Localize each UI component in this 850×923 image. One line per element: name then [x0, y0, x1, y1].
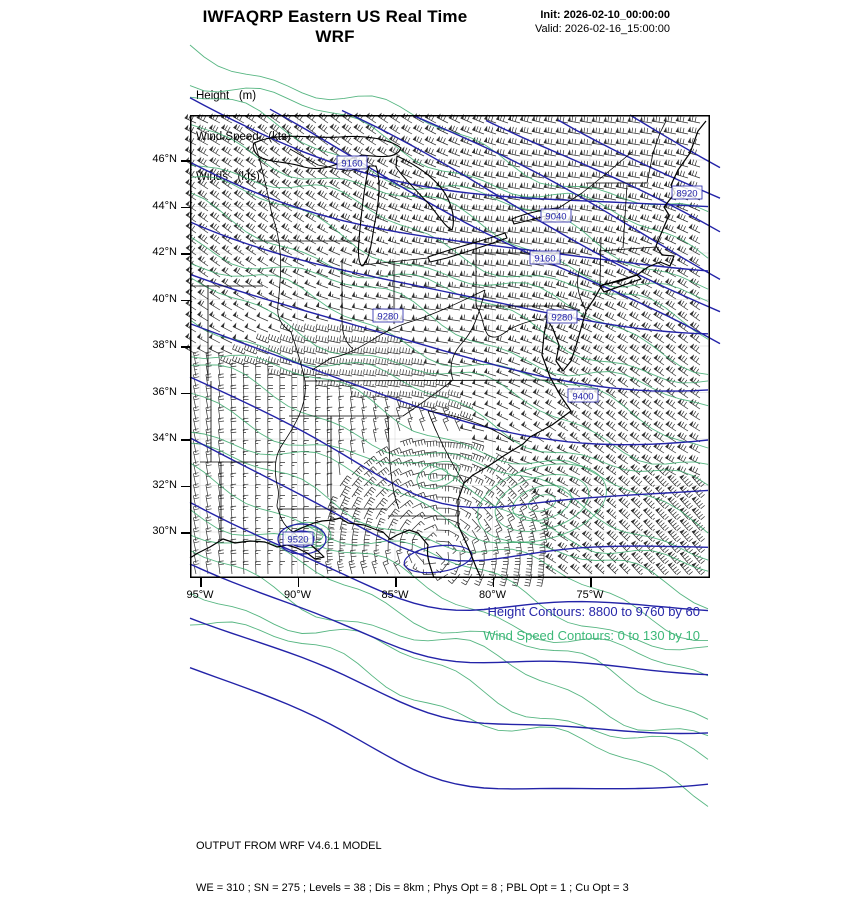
height-contour-label — [672, 186, 702, 200]
lat-tick-label: 38°N — [152, 339, 177, 351]
init-time: Init: 2026-02-10_00:00:00 — [540, 9, 670, 21]
footer-model: OUTPUT FROM WRF V4.6.1 MODEL — [196, 840, 382, 852]
lon-tick-label: 90°W — [283, 589, 312, 601]
lat-tick-mark — [181, 393, 190, 395]
lat-tick-mark — [181, 532, 190, 534]
wind-contour-note: Wind Speed Contours: 0 to 130 by 10 — [483, 628, 700, 643]
map-canvas — [190, 115, 710, 578]
svg-text:9160: 9160 — [341, 158, 363, 170]
lon-tick-label: 95°W — [186, 589, 214, 601]
height-contour-label — [373, 309, 403, 323]
lat-tick-mark — [181, 253, 190, 255]
height-contour-label — [337, 156, 367, 170]
run-times — [430, 8, 670, 36]
footer-config: WE = 310 ; SN = 275 ; Levels = 38 ; Dis = 8km ; Phys Opt = 8 ; PBL Opt = 1 ; Cu Opt = 3 — [196, 882, 629, 894]
svg-text:9520: 9520 — [287, 534, 309, 546]
lat-tick-mark — [181, 439, 190, 441]
lat-tick-mark — [181, 346, 190, 348]
legend-winds: Winds (kts) — [196, 171, 260, 183]
svg-text:9040: 9040 — [545, 211, 567, 223]
geography-layer — [190, 121, 706, 578]
lon-tick-label: 85°W — [381, 589, 409, 601]
coastline — [190, 121, 706, 578]
height-contour-label — [530, 251, 560, 265]
model-footer — [196, 811, 629, 923]
page-title: IWFAQRP Eastern US Real Time WRF — [202, 7, 468, 46]
lat-tick-label: 42°N — [152, 246, 177, 258]
valid-time: Valid: 2026-02-16_15:00:00 — [535, 23, 670, 35]
lat-tick-mark — [181, 486, 190, 488]
lat-tick-mark — [181, 207, 190, 209]
map-frame — [190, 115, 710, 578]
height-contour-label — [547, 310, 577, 324]
svg-text:9280: 9280 — [377, 311, 399, 323]
lat-tick-label: 32°N — [152, 478, 177, 491]
lat-tick-label: 46°N — [152, 153, 177, 165]
lat-tick-label: 44°N — [152, 199, 177, 212]
lat-tick-label: 34°N — [152, 432, 177, 444]
legend-height: Height (m) — [196, 90, 257, 102]
lon-tick-mark — [298, 578, 300, 587]
height-contour-label — [283, 532, 313, 546]
lon-tick-mark — [590, 578, 592, 587]
lon-tick-label: 80°W — [478, 589, 507, 601]
height-contour-note: Height Contours: 8800 to 9760 by 60 — [487, 604, 700, 619]
lat-tick-label: 30°N — [152, 525, 177, 537]
lat-tick-label: 40°N — [152, 292, 177, 305]
legend-windspeed: Wind Speed (kts) — [196, 130, 291, 143]
svg-text:8920: 8920 — [676, 188, 698, 200]
height-contour-label — [541, 209, 571, 223]
height-contour-label — [568, 389, 598, 403]
lon-tick-mark — [200, 578, 202, 587]
lat-tick-label: 36°N — [152, 385, 177, 398]
lon-tick-mark — [395, 578, 397, 587]
svg-text:9280: 9280 — [551, 312, 573, 324]
svg-text:9160: 9160 — [534, 253, 556, 265]
svg-text:9400: 9400 — [572, 391, 594, 403]
lon-tick-label: 75°W — [576, 589, 604, 601]
